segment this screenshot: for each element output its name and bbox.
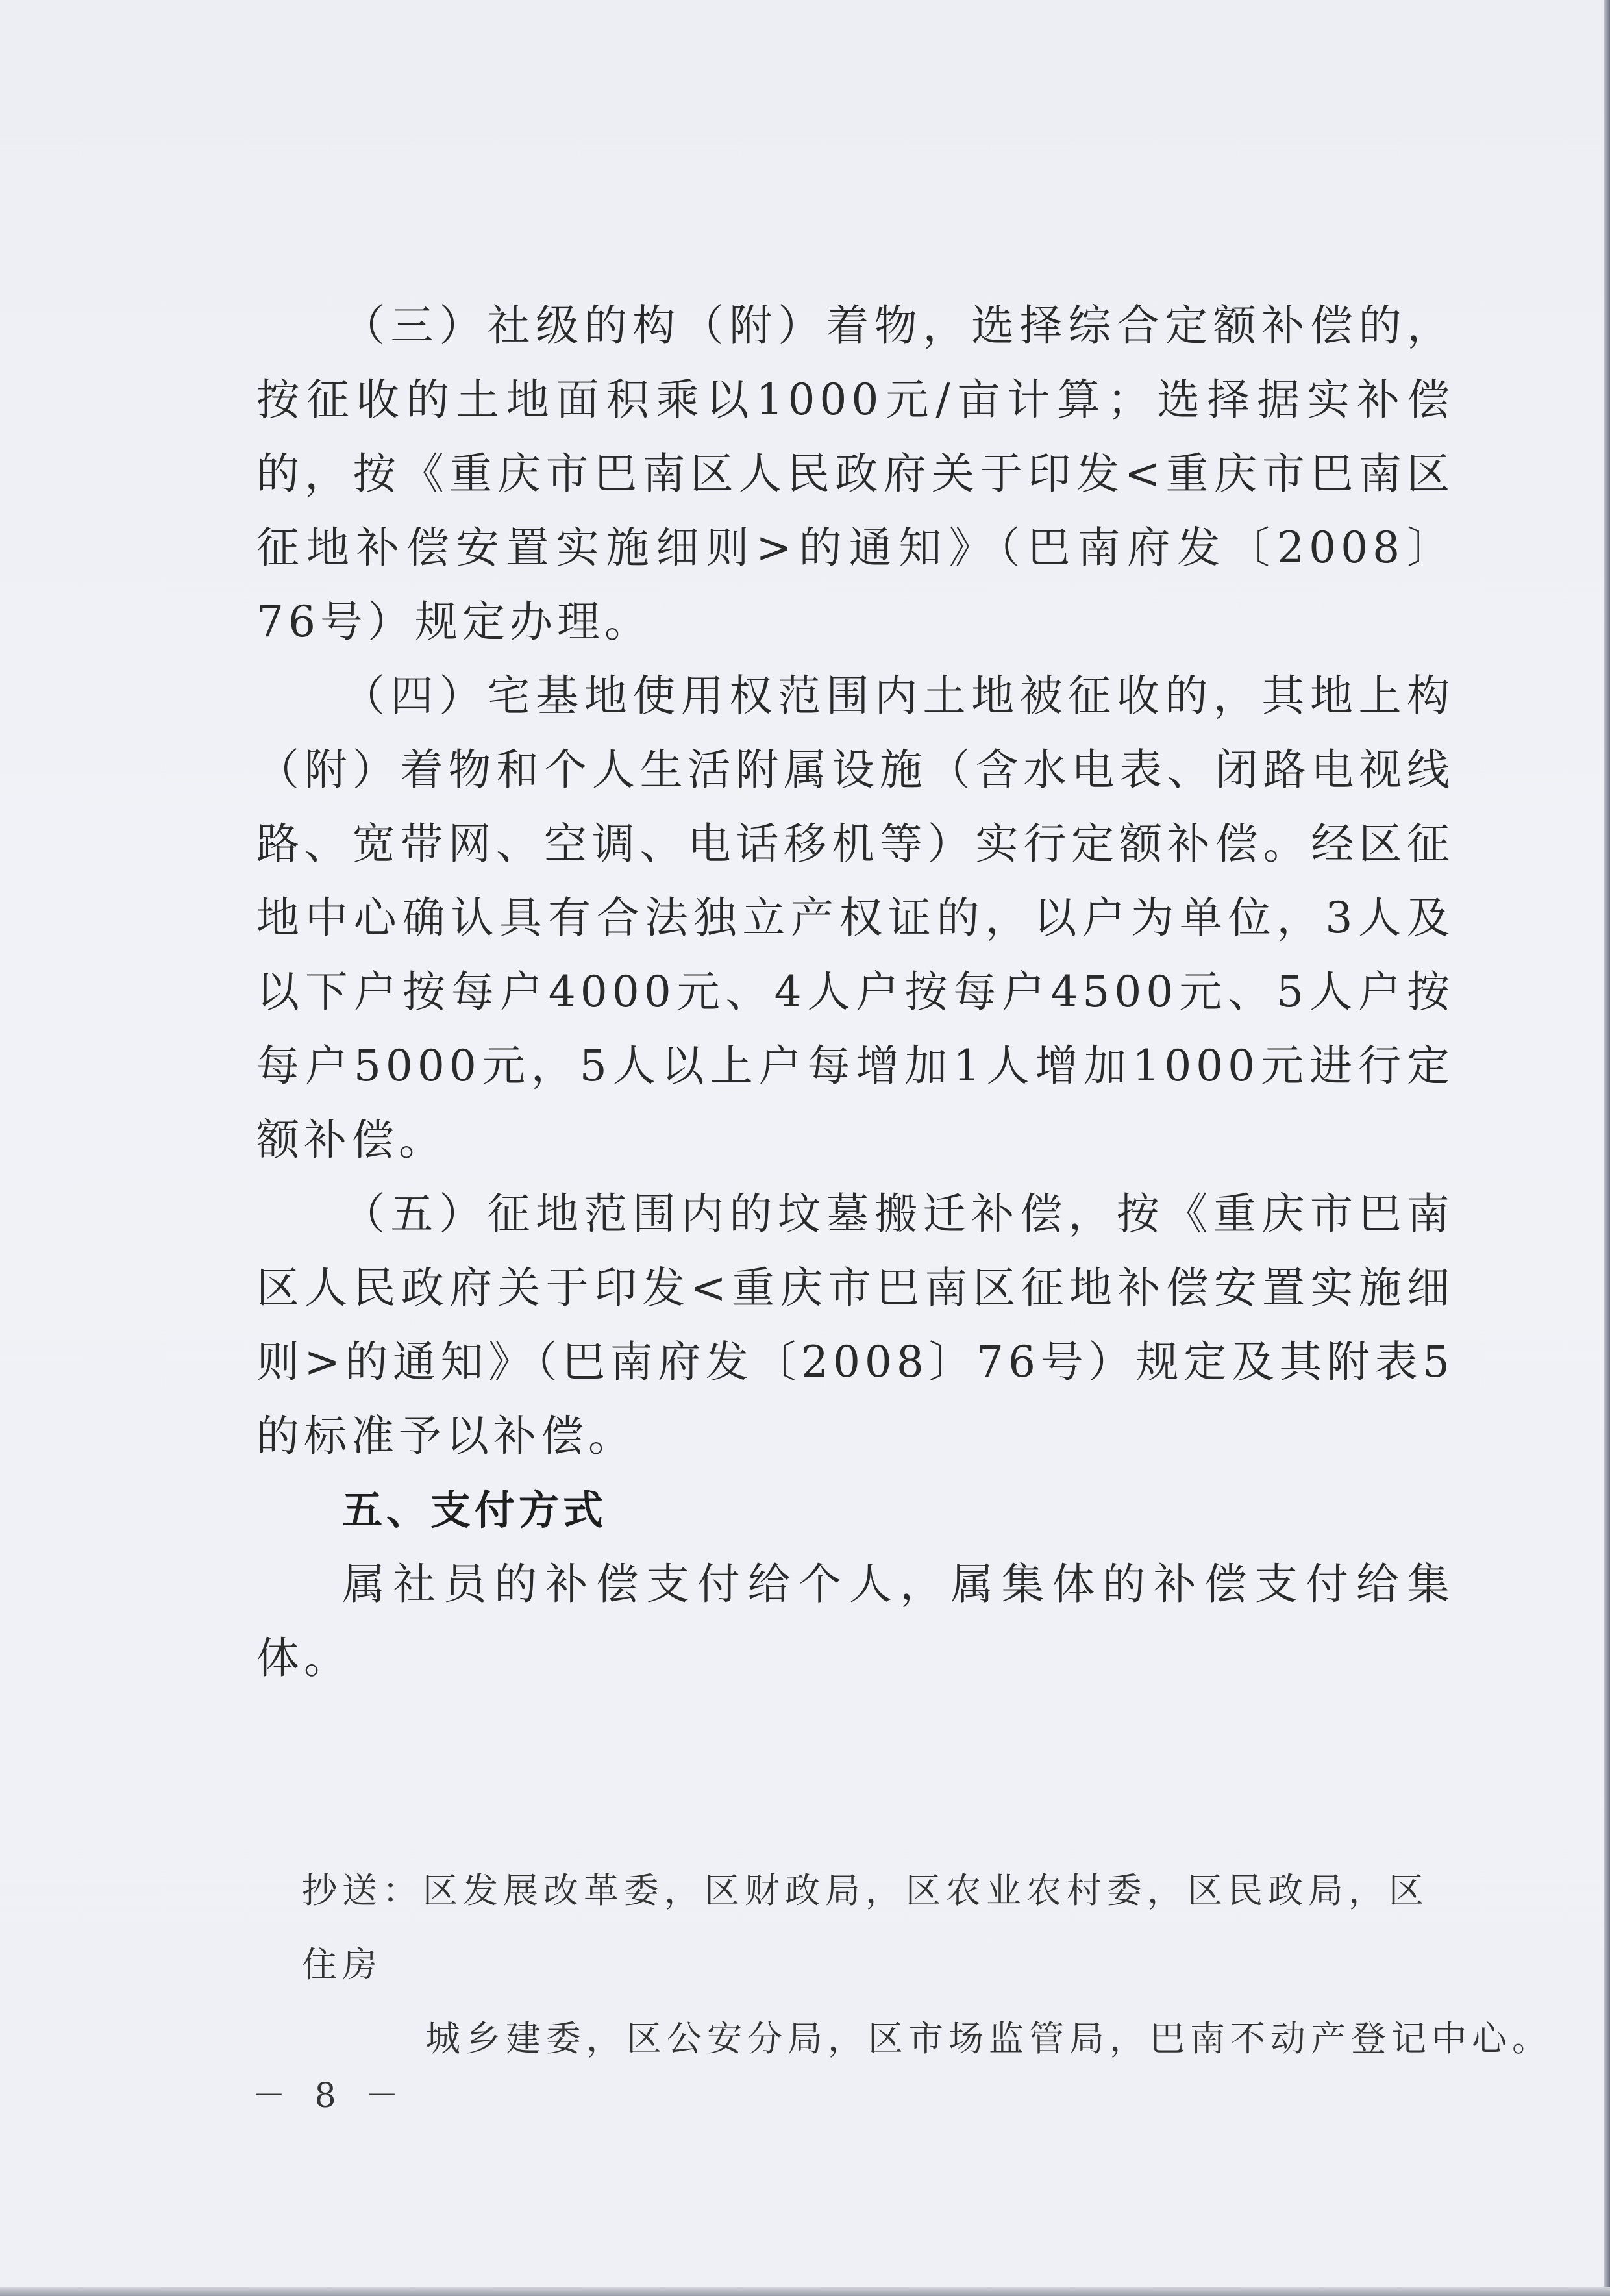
- section-paragraph: 属社员的补偿支付给个人，属集体的补偿支付给集体。: [256, 1559, 1454, 1683]
- paragraph-item-5: （五）征地范围内的坟墓搬迁补偿，按《重庆市巴南区人民政府关于印发<重庆市巴南区征地补偿安置实施细则>的通知》（巴南府发〔2008〕76号）规定及其附表5的标准予以补偿。: [256, 1189, 1454, 1461]
- cc-distribution-list: [302, 1854, 1552, 2076]
- paragraph-item-4: （四）宅基地使用权范围内土地被征收的，其地上构（附）着物和个人生活附属设施（含水电表、闭路电视线路、宽带网、空调、电话移机等）实行定额补偿。经区征地中心确认具有合法独立产权证的，以户为单位，3人及以下户按每户4000元、4人户按每户4500元、5人户按每户5000元，5人以上户每增加1人增加1000元进行定额补偿。: [256, 671, 1454, 1165]
- page-edge-shadow: [1604, 0, 1610, 2296]
- page-bottom-edge: [0, 2287, 1610, 2296]
- document-body: [256, 289, 1454, 1695]
- cc-line-2: 城乡建委，区公安分局，区市场监管局，巴南不动产登记中心。: [425, 2018, 1552, 2059]
- cc-line-1: 抄送：区发展改革委，区财政局，区农业农村委，区民政局，区住房: [302, 1870, 1429, 1985]
- section-heading: 五、支付方式: [342, 1486, 608, 1534]
- paragraph-item-3: （三）社级的构（附）着物，选择综合定额补偿的，按征收的土地面积乘以1000元/亩计算；选择据实补偿的，按《重庆市巴南区人民政府关于印发<重庆市巴南区征地补偿安置实施细则>的通知》（巴南府发〔2008〕76号）规定办理。: [256, 301, 1454, 647]
- page-number: － 8 －: [252, 2077, 408, 2115]
